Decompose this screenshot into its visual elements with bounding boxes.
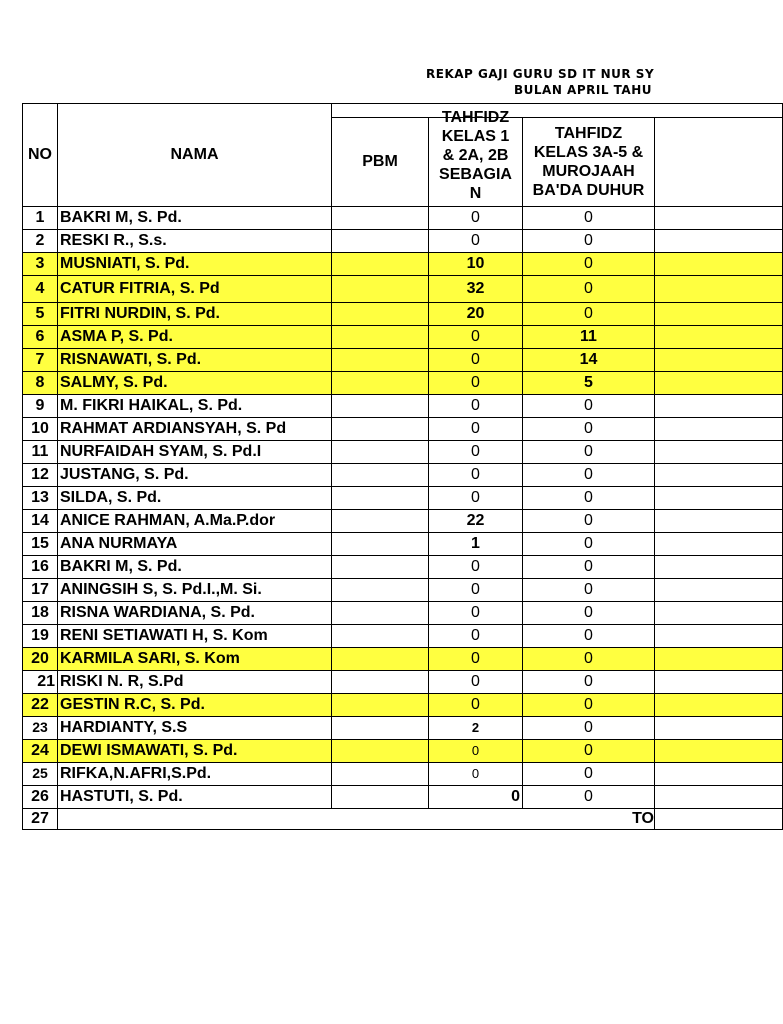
table-row	[23, 372, 783, 395]
cell-nama: RESKI R., S.s.	[58, 230, 332, 253]
cell-pbm	[332, 740, 429, 763]
cell-pbm	[332, 349, 429, 372]
cell-nama: CATUR FITRIA, S. Pd	[58, 276, 332, 303]
cell-tahfidz-2: 0	[523, 740, 655, 763]
cell-next	[655, 418, 783, 441]
cell-nama: KARMILA SARI, S. Kom	[58, 648, 332, 671]
cell-tahfidz-2: 0	[523, 464, 655, 487]
cell-pbm	[332, 487, 429, 510]
cell-tahfidz-1: 0	[429, 464, 523, 487]
cell-no: 13	[23, 487, 58, 510]
cell-tahfidz-1: 1	[429, 533, 523, 556]
cell-tahfidz-2: 0	[523, 441, 655, 464]
cell-no: 12	[23, 464, 58, 487]
cell-next	[655, 349, 783, 372]
total-label: TO	[58, 809, 655, 830]
table-row	[23, 418, 783, 441]
cell-pbm	[332, 464, 429, 487]
total-next	[655, 809, 783, 830]
cell-tahfidz-2: 0	[523, 510, 655, 533]
cell-nama: RENI SETIAWATI H, S. Kom	[58, 625, 332, 648]
header-tahfidz-1	[429, 108, 523, 207]
header-nama: NAMA	[58, 104, 332, 207]
cell-pbm	[332, 602, 429, 625]
cell-pbm	[332, 276, 429, 303]
cell-nama: ANA NURMAYA	[58, 533, 332, 556]
cell-next	[655, 740, 783, 763]
cell-tahfidz-2: 0	[523, 395, 655, 418]
table-row	[23, 395, 783, 418]
cell-next	[655, 694, 783, 717]
cell-nama: JUSTANG, S. Pd.	[58, 464, 332, 487]
cell-no: 23	[23, 717, 58, 740]
total-row-no: 27	[23, 809, 58, 830]
cell-no: 20	[23, 648, 58, 671]
cell-tahfidz-1: 0	[429, 230, 523, 253]
cell-no: 24	[23, 740, 58, 763]
cell-tahfidz-1: 32	[429, 276, 523, 303]
cell-tahfidz-2: 11	[523, 326, 655, 349]
cell-no: 2	[23, 230, 58, 253]
cell-pbm	[332, 418, 429, 441]
cell-pbm	[332, 625, 429, 648]
cell-nama: SALMY, S. Pd.	[58, 372, 332, 395]
header-line: SEBAGIA	[439, 165, 512, 183]
cell-no: 3	[23, 253, 58, 276]
cell-next	[655, 230, 783, 253]
cell-tahfidz-2: 0	[523, 276, 655, 303]
cell-nama: FITRI NURDIN, S. Pd.	[58, 303, 332, 326]
cell-tahfidz-1: 0	[429, 579, 523, 602]
cell-pbm	[332, 648, 429, 671]
cell-pbm	[332, 207, 429, 230]
cell-nama: ANICE RAHMAN, A.Ma.P.dor	[58, 510, 332, 533]
table-row	[23, 671, 783, 694]
cell-pbm	[332, 372, 429, 395]
cell-next	[655, 207, 783, 230]
cell-no: 22	[23, 694, 58, 717]
table-row	[23, 763, 783, 786]
cell-pbm	[332, 694, 429, 717]
cell-tahfidz-2: 0	[523, 625, 655, 648]
cell-next	[655, 625, 783, 648]
cell-next	[655, 253, 783, 276]
cell-no: 8	[23, 372, 58, 395]
header-line: KELAS 3A-5 &	[533, 144, 644, 161]
cell-no: 4	[23, 276, 58, 303]
cell-next	[655, 510, 783, 533]
table-row	[23, 694, 783, 717]
cell-pbm	[332, 510, 429, 533]
header-line: KELAS 1	[441, 127, 510, 145]
cell-tahfidz-1: 0	[429, 694, 523, 717]
cell-tahfidz-1: 0	[429, 372, 523, 395]
salary-table	[22, 103, 783, 830]
cell-no: 9	[23, 395, 58, 418]
cell-tahfidz-2: 0	[523, 533, 655, 556]
cell-tahfidz-1: 0	[429, 326, 523, 349]
table-row	[23, 717, 783, 740]
cell-nama: NURFAIDAH SYAM, S. Pd.I	[58, 441, 332, 464]
cell-next	[655, 786, 783, 809]
cell-no: 25	[23, 763, 58, 786]
cell-tahfidz-1: 0	[429, 740, 523, 763]
cell-no: 18	[23, 602, 58, 625]
header-next	[655, 118, 783, 207]
header-line: BA'DA DUHUR	[532, 182, 645, 199]
cell-tahfidz-1: 20	[429, 303, 523, 326]
cell-no: 11	[23, 441, 58, 464]
cell-next	[655, 441, 783, 464]
cell-no: 16	[23, 556, 58, 579]
cell-next	[655, 487, 783, 510]
cell-tahfidz-2: 0	[523, 717, 655, 740]
header-group	[332, 104, 783, 118]
cell-tahfidz-2: 0	[523, 303, 655, 326]
table-row	[23, 579, 783, 602]
cell-tahfidz-1: 0	[429, 441, 523, 464]
report-title: REKAP GAJI GURU SD IT NUR SY	[426, 67, 655, 81]
cell-pbm	[332, 441, 429, 464]
cell-no: 7	[23, 349, 58, 372]
cell-pbm	[332, 786, 429, 809]
cell-pbm	[332, 763, 429, 786]
cell-tahfidz-1: 0	[429, 786, 523, 809]
table-row	[23, 740, 783, 763]
cell-pbm	[332, 671, 429, 694]
cell-next	[655, 763, 783, 786]
cell-nama: BAKRI M, S. Pd.	[58, 556, 332, 579]
cell-tahfidz-2: 0	[523, 207, 655, 230]
cell-tahfidz-1: 0	[429, 763, 523, 786]
cell-pbm	[332, 717, 429, 740]
cell-next	[655, 276, 783, 303]
cell-next	[655, 579, 783, 602]
cell-nama: RISNAWATI, S. Pd.	[58, 349, 332, 372]
cell-nama: ASMA P, S. Pd.	[58, 326, 332, 349]
cell-no: 26	[23, 786, 58, 809]
table-row	[23, 326, 783, 349]
header-line: TAHFIDZ	[554, 125, 623, 142]
cell-next	[655, 395, 783, 418]
cell-next	[655, 671, 783, 694]
cell-nama: SILDA, S. Pd.	[58, 487, 332, 510]
cell-tahfidz-2: 0	[523, 671, 655, 694]
cell-next	[655, 533, 783, 556]
cell-next	[655, 326, 783, 349]
table-row	[23, 533, 783, 556]
cell-tahfidz-1: 0	[429, 602, 523, 625]
cell-tahfidz-2: 0	[523, 253, 655, 276]
header-pbm: PBM	[332, 118, 429, 207]
cell-pbm	[332, 579, 429, 602]
cell-no: 19	[23, 625, 58, 648]
cell-nama: BAKRI M, S. Pd.	[58, 207, 332, 230]
table-row	[23, 207, 783, 230]
cell-tahfidz-1: 0	[429, 625, 523, 648]
cell-next	[655, 464, 783, 487]
report-subtitle: BULAN APRIL TAHU	[514, 83, 652, 97]
cell-no: 6	[23, 326, 58, 349]
cell-pbm	[332, 395, 429, 418]
cell-nama: RISNA WARDIANA, S. Pd.	[58, 602, 332, 625]
table-row	[23, 464, 783, 487]
cell-nama: ANINGSIH S, S. Pd.I.,M. Si.	[58, 579, 332, 602]
cell-nama: HARDIANTY, S.S	[58, 717, 332, 740]
table-row	[23, 441, 783, 464]
header-no: NO	[23, 104, 58, 207]
cell-nama: DEWI ISMAWATI, S. Pd.	[58, 740, 332, 763]
cell-tahfidz-2: 0	[523, 786, 655, 809]
header-line: MUROJAAH	[542, 163, 635, 180]
cell-tahfidz-2: 0	[523, 602, 655, 625]
cell-next	[655, 556, 783, 579]
table-row	[23, 510, 783, 533]
cell-tahfidz-1: 0	[429, 395, 523, 418]
cell-tahfidz-1: 0	[429, 671, 523, 694]
cell-tahfidz-1: 0	[429, 487, 523, 510]
cell-no: 17	[23, 579, 58, 602]
spreadsheet-viewport	[22, 103, 654, 843]
cell-no: 21	[23, 671, 58, 694]
cell-tahfidz-1: 0	[429, 207, 523, 230]
cell-pbm	[332, 303, 429, 326]
cell-tahfidz-1: 2	[429, 717, 523, 740]
cell-tahfidz-1: 22	[429, 510, 523, 533]
table-row	[23, 276, 783, 303]
cell-tahfidz-1: 0	[429, 648, 523, 671]
cell-nama: RISKI N. R, S.Pd	[58, 671, 332, 694]
cell-tahfidz-1: 10	[429, 253, 523, 276]
table-row	[23, 602, 783, 625]
cell-no: 15	[23, 533, 58, 556]
cell-nama: M. FIKRI HAIKAL, S. Pd.	[58, 395, 332, 418]
cell-tahfidz-2: 0	[523, 648, 655, 671]
cell-pbm	[332, 230, 429, 253]
table-row	[23, 487, 783, 510]
header-line: TAHFIDZ	[441, 108, 510, 126]
cell-no: 14	[23, 510, 58, 533]
cell-tahfidz-2: 0	[523, 230, 655, 253]
cell-next	[655, 303, 783, 326]
cell-next	[655, 602, 783, 625]
header-line: N	[469, 184, 482, 202]
table-row	[23, 625, 783, 648]
cell-tahfidz-2: 0	[523, 487, 655, 510]
cell-tahfidz-2: 0	[523, 418, 655, 441]
cell-nama: RAHMAT ARDIANSYAH, S. Pd	[58, 418, 332, 441]
cell-tahfidz-2: 14	[523, 349, 655, 372]
cell-tahfidz-1: 0	[429, 556, 523, 579]
cell-tahfidz-2: 0	[523, 556, 655, 579]
cell-no: 5	[23, 303, 58, 326]
cell-tahfidz-2: 5	[523, 372, 655, 395]
cell-tahfidz-1: 0	[429, 349, 523, 372]
header-line: & 2A, 2B	[442, 146, 509, 164]
cell-next	[655, 717, 783, 740]
table-row	[23, 230, 783, 253]
table-row	[23, 303, 783, 326]
cell-tahfidz-2: 0	[523, 763, 655, 786]
cell-no: 1	[23, 207, 58, 230]
cell-nama: MUSNIATI, S. Pd.	[58, 253, 332, 276]
cell-pbm	[332, 556, 429, 579]
table-row	[23, 556, 783, 579]
cell-pbm	[332, 326, 429, 349]
cell-pbm	[332, 253, 429, 276]
cell-next	[655, 372, 783, 395]
cell-tahfidz-1: 0	[429, 418, 523, 441]
cell-nama: HASTUTI, S. Pd.	[58, 786, 332, 809]
table-row	[23, 349, 783, 372]
header-tahfidz-2	[523, 118, 655, 207]
table-row	[23, 786, 783, 809]
cell-tahfidz-2: 0	[523, 694, 655, 717]
cell-nama: GESTIN R.C, S. Pd.	[58, 694, 332, 717]
cell-pbm	[332, 533, 429, 556]
cell-nama: RIFKA,N.AFRI,S.Pd.	[58, 763, 332, 786]
table-row	[23, 648, 783, 671]
cell-next	[655, 648, 783, 671]
cell-no: 10	[23, 418, 58, 441]
table-row	[23, 253, 783, 276]
cell-tahfidz-2: 0	[523, 579, 655, 602]
